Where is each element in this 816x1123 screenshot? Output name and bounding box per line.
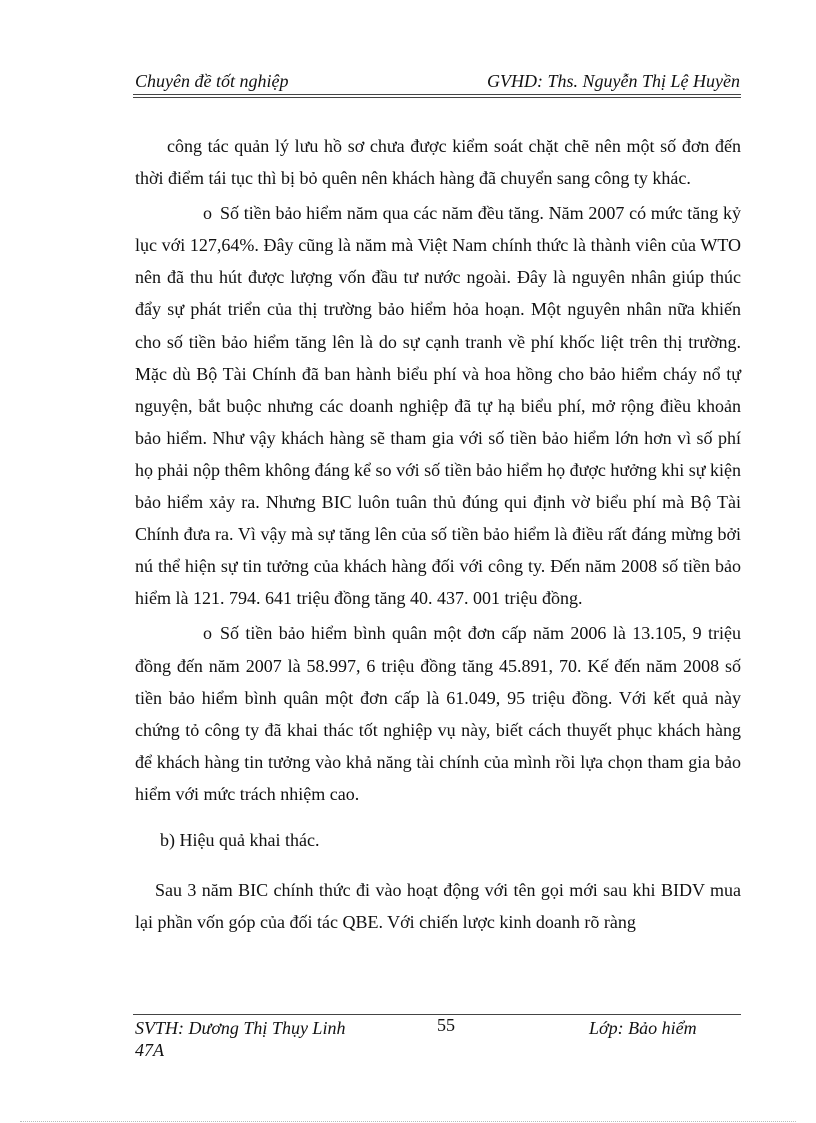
section-heading: b) Hiệu quả khai thác. [160,829,320,850]
page-number: 55 [437,1015,455,1035]
header-advisor: GVHD: Ths. Nguyễn Thị Lệ Huyền [487,71,740,91]
paragraph-intro: Sau 3 năm BIC chính thức đi vào hoạt động với tên gọi mới sau khi BIDV mua lại phần vốn góp của đối tác QBE. Với chiến lược kinh doanh rõ ràng [135,880,741,933]
bullet-paragraph-text: Số tiền bảo hiểm bình quân một đơn cấp năm 2006 là 13.105, 9 triệu đồng đến năm 2007 là 58.997, 6 triệu đồng tăng 45.891, 70. Kế đến năm 2008 số tiền bảo hiểm bình quân một đơn cấp là 61.049, 95 triệu đồng. Với kết quả này chứng tỏ công ty đã khai thác tốt nghiệp vụ này, biết cách thuyết phục khách hàng để khách hàng tin tưởng vào khả năng tài chính của mình rồi lựa chọn tham gia bảo hiểm với mức trách nhiệm cao. [135,623,741,804]
bullet-paragraph-sum-insured [135,197,741,614]
footer-student [135,1017,345,1061]
footer-student-class: 47A [135,1040,164,1060]
bullet-paragraph-text: Số tiền bảo hiểm năm qua các năm đều tăng. Năm 2007 có mức tăng kỷ lục với 127,64%. Đây cũng là năm mà Việt Nam chính thức là thành viên của WTO nên đã thu hút được lượng vốn đầu tư nước ngoài. Đây là nguyên nhân giúp thúc đẩy sự phát triển của thị trường bảo hiểm hỏa hoạn. Một nguyên nhân nữa khiến cho số tiền bảo hiểm tăng lên là do sự cạnh tranh về phí khốc liệt trên thị trường. Mặc dù Bộ Tài Chính đã ban hành biểu phí và hoa hồng cho bảo hiểm cháy nổ tự nguyện, bắt buộc nhưng các doanh nghiệp đã tự hạ biểu phí, mở rộng điều khoản bảo hiểm. Như vậy khách hàng sẽ tham gia với số tiền bảo hiểm lớn hơn vì số phí họ phải nộp thêm không đáng kể so với số tiền bảo hiểm họ được hưởng khi sự kiện bảo hiểm xảy ra. Nhưng BIC luôn tuân thủ đúng qui định vờ biểu phí mà Bộ Tài Chính đưa ra. Vì vậy mà sự tăng lên của số tiền bảo hiểm là điều rất đáng mừng bởi nú thể hiện sự tin tưởng của khách hàng đối với công ty. Đến năm 2008 số tiền bảo hiểm là 121. 794. 641 triệu đồng tăng 40. 437. 001 triệu đồng. [135,203,741,609]
footer-student-name: SVTH: Dương Thị Thụy Linh [135,1018,346,1038]
page-bottom-edge [20,1121,796,1122]
bullet-circle: o [203,623,212,644]
footer-major: Lớp: Bảo hiểm [589,1018,697,1038]
bullet-circle: o [203,203,212,224]
header-document-type: Chuyên đề tốt nghiệp [135,71,289,91]
document-body [135,130,741,938]
paragraph-continuation: công tác quản lý lưu hồ sơ chưa được kiểm soát chặt chẽ nên một số đơn đến thời điểm tái tục thì bị bỏ quên nên khách hàng đã chuyển sang công ty khác. [135,136,741,189]
header-divider-double [133,97,741,98]
header-divider [133,94,741,95]
bullet-paragraph-average-sum [135,617,741,810]
